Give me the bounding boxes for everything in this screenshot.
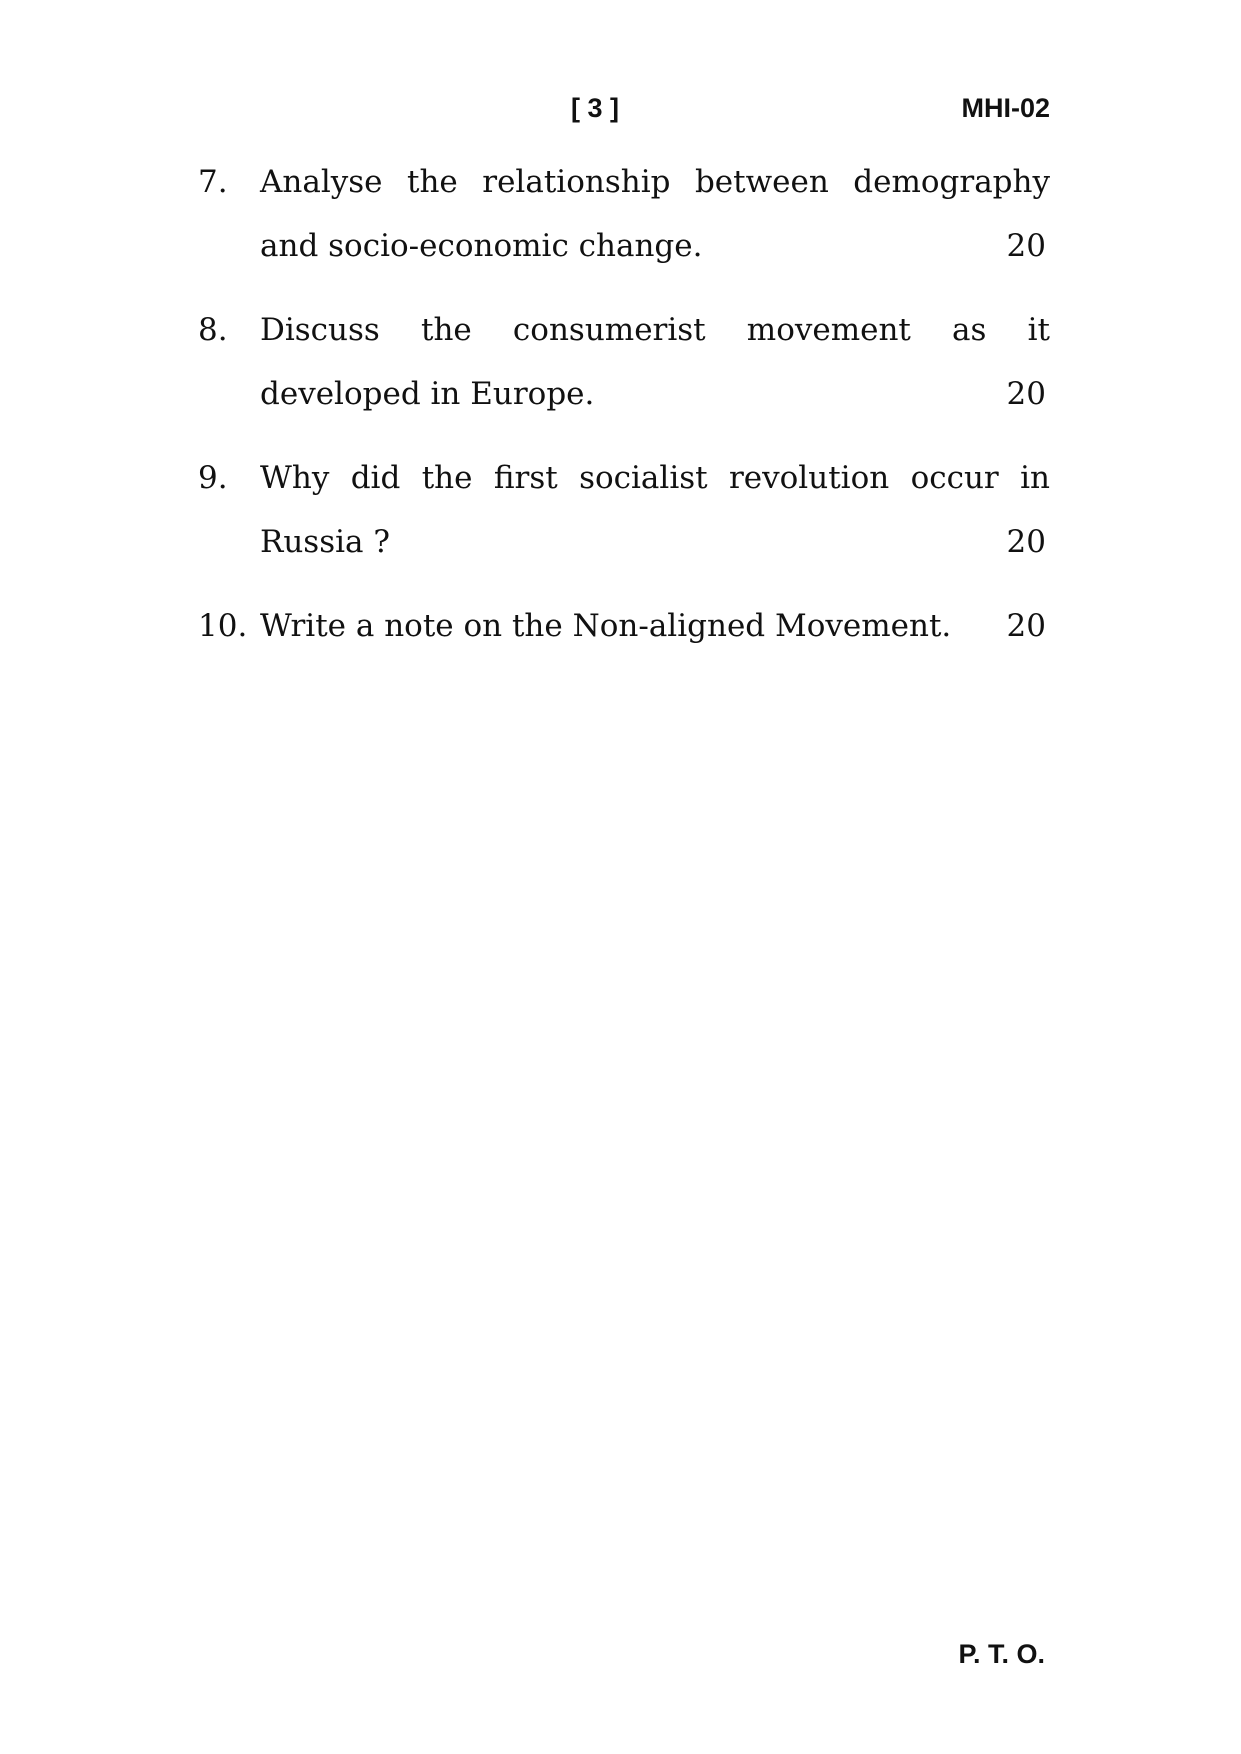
paper-code: MHI-02 [961,93,1050,123]
question-text: Analyse the relationship between demography and socio-economic change. [260,164,1050,264]
question-marks: 20 [1006,524,1046,560]
question-text: Why did the first socialist revolution occur in Russia ? [260,460,1050,560]
pto-label: P. T. O. [958,1639,1045,1669]
question-text: Discuss the consumerist movement as it developed in Europe. [260,312,1050,412]
question-number: 10. [198,608,248,644]
page-number: [ 3 ] [571,93,620,123]
question-number: 9. [198,460,228,496]
question-marks: 20 [1006,376,1046,412]
page-header [0,88,1241,128]
question-text-block [260,298,1050,426]
question-text-block [260,446,1050,574]
question-text: Write a note on the Non-aligned Movement. [260,608,952,644]
question-list [198,150,1050,678]
question-text-block [260,594,1050,658]
question-number: 7. [198,164,228,200]
question-item [198,446,1050,574]
question-text-block [260,150,1050,278]
question-number: 8. [198,312,228,348]
question-item [198,594,1050,658]
question-marks: 20 [1006,608,1046,644]
question-item [198,150,1050,278]
question-item [198,298,1050,426]
question-marks: 20 [1006,228,1046,264]
